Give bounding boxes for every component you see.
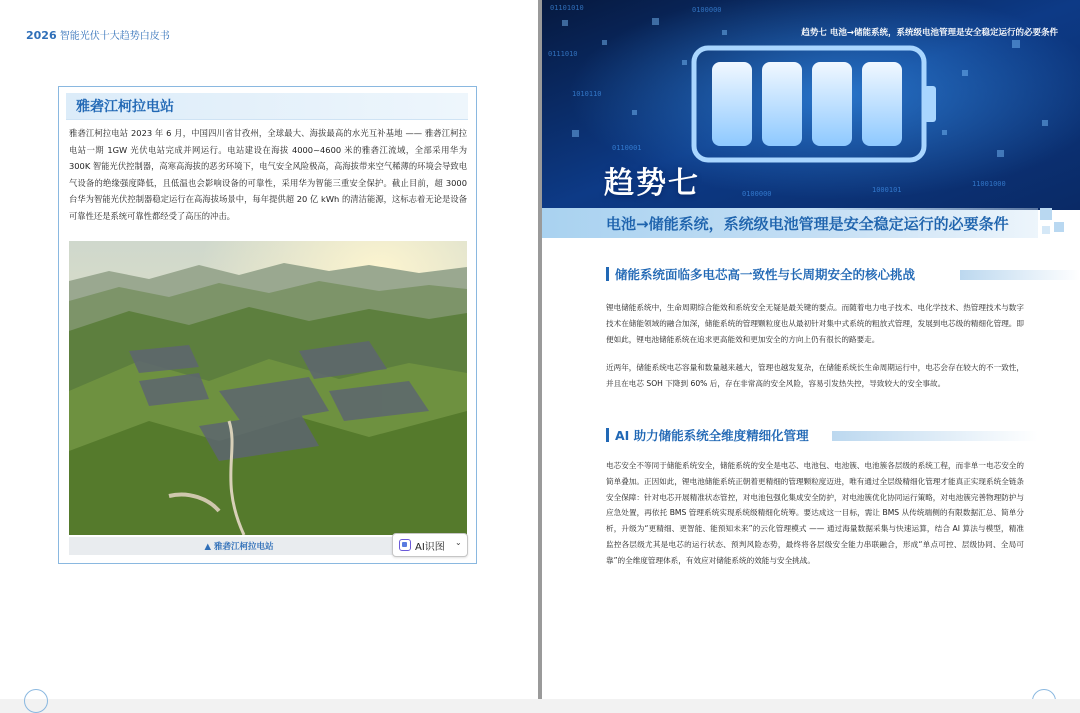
trend-subtitle-strip: [542, 208, 1038, 238]
decor-square: [1054, 222, 1064, 232]
hero-digits-7: 11001000: [972, 180, 1006, 188]
chevron-down-icon[interactable]: ⌄: [455, 538, 462, 547]
heading-fade-bar: [832, 431, 1038, 441]
running-head: [26, 27, 170, 42]
section-2-paragraph-1: 电芯安全不等同于储能系统安全，储能系统的安全是电芯、电池包、电池簇、电池簇各层级的系统工程，而非单一电芯安全的简单叠加。正因如此，锂电池储能系统正朝着更精细的管理颗粒度迈进，唯有通过全层级精细化管理才能真正实现系统全链条安全保障：针对电芯开展精准状态管控，对电池包强化集成安全防护，对电池簇优化协同运行策略，对电池簇完善物理防护与应急处置，再依托 BMS 管理系统实现系统级精细化统筹。要达成这一目标，需让 BMS 从传统端侧的有限数据汇总、简单分析，升级为“更精细、更智能、能预知未来”的云化管理模式 —— 通过海量数据采集与快速运算，结合 AI 算法与模型，精准监控各层级尤其是电芯的运行状态、预判风险态势，最终将各层级安全能力串联融合，形成“单点可控、层级协同、全局可靠”的全维度管理体系，有效应对储能系统的效能与安全挑战。: [606, 461, 1024, 565]
section-heading-2-text: AI 助力储能系统全维度精细化管理: [615, 428, 809, 443]
decor-square: [1042, 226, 1050, 234]
section-bar-icon: [606, 428, 609, 442]
running-head-year: 2026: [26, 29, 57, 42]
page-number-badge-right: [1032, 689, 1056, 699]
ai-recognize-button[interactable]: [392, 533, 468, 557]
section-1-paragraph-1: 锂电储能系统中，生命周期综合能效和系统安全无疑是最关键的要点。而随着电力电子技术、电化学技术、热管理技术与数字技术在储能领域的融合加深，储能系统的管理颗粒度也从最初针对集中式系统的粗放式管理，发展到电芯级的精细化管理。即便如此，锂电池储能系统在追求更高能效和更加安全的方向上仍有很长的路要走。: [606, 303, 1024, 344]
section-bar-icon: [606, 267, 609, 281]
section-1-paragraph-2: 近两年，储能系统电芯容量和数量越来越大，管理也越发复杂，在储能系统长生命周期运行中，电芯会存在较大的不一致性，并且在电芯 SOH 下降到 60% 后，存在非常高的安全风险，容易引发热失控，导致较大的安全事故。: [606, 363, 1024, 388]
hero-digits-6: 1000101: [872, 186, 902, 194]
case-study-card: [58, 86, 477, 564]
power-station-photo[interactable]: [69, 241, 467, 535]
photo-caption: ▲ 雅砻江柯拉电站: [204, 542, 274, 552]
hero-digits-8: 0111010: [548, 50, 578, 58]
heading-fade-bar: [960, 270, 1080, 280]
hero-digits-3: 1010110: [572, 90, 602, 98]
decor-square: [1040, 208, 1052, 220]
section-heading-1-text: 储能系统面临多电芯高一致性与长周期安全的核心挑战: [615, 267, 916, 282]
mountain-solar-image: [69, 241, 467, 535]
right-page: [542, 0, 1080, 699]
hero-digits-1: 01101010: [550, 4, 584, 12]
hero-top-title: 趋势七 电池→储能系统，系统级电池管理是安全稳定运行的必要条件: [801, 28, 1058, 38]
card-body-text: 雅砻江柯拉电站 2023 年 6 月，中国四川省甘孜州，全球最大、海拔最高的水光互补基地 —— 雅砻江柯拉电站一期 1GW 光伏电站完成并网运行。电站建设在海拔 4000~4600 米的雅砻江流域，全部采用华为 300K 智能光伏控制器，高寒高海拔的恶劣环境下，电气安全风险极高，高海拔带来空气稀薄的环境会导致电气设备的绝缘强度降低，且低温也会影响设备的可靠性，采用华为智能三重安全保护。截止目前，超 3000 台华为智能光伏控制器稳定运行在高海拔场景中，每年提供超 20 亿 kWh 的清洁能源，这标志着无论是设备可靠性还是系统可靠性都经受了高压的冲击。: [69, 128, 467, 221]
caption-bar: [69, 537, 467, 555]
card-title: 雅砻江柯拉电站: [76, 99, 174, 115]
ai-recognize-icon: [399, 539, 411, 551]
hero-digits-5: 0100000: [742, 190, 772, 198]
page-number-badge-left: [24, 689, 48, 713]
hero-digits-4: 0110001: [612, 144, 642, 152]
running-head-title: 智能光伏十大趋势白皮书: [59, 31, 170, 42]
battery-icon: [694, 48, 936, 160]
trend-subtitle: 电池→储能系统，系统级电池管理是安全稳定运行的必要条件: [606, 215, 1009, 233]
ai-recognize-label: AI识图: [415, 542, 445, 553]
left-page: [0, 0, 538, 699]
hero-digits-2: 0100000: [692, 6, 722, 14]
card-title-bar: [66, 93, 468, 120]
trend-number-title: 趋势七: [604, 166, 700, 201]
trend-hero-banner: [542, 0, 1080, 210]
